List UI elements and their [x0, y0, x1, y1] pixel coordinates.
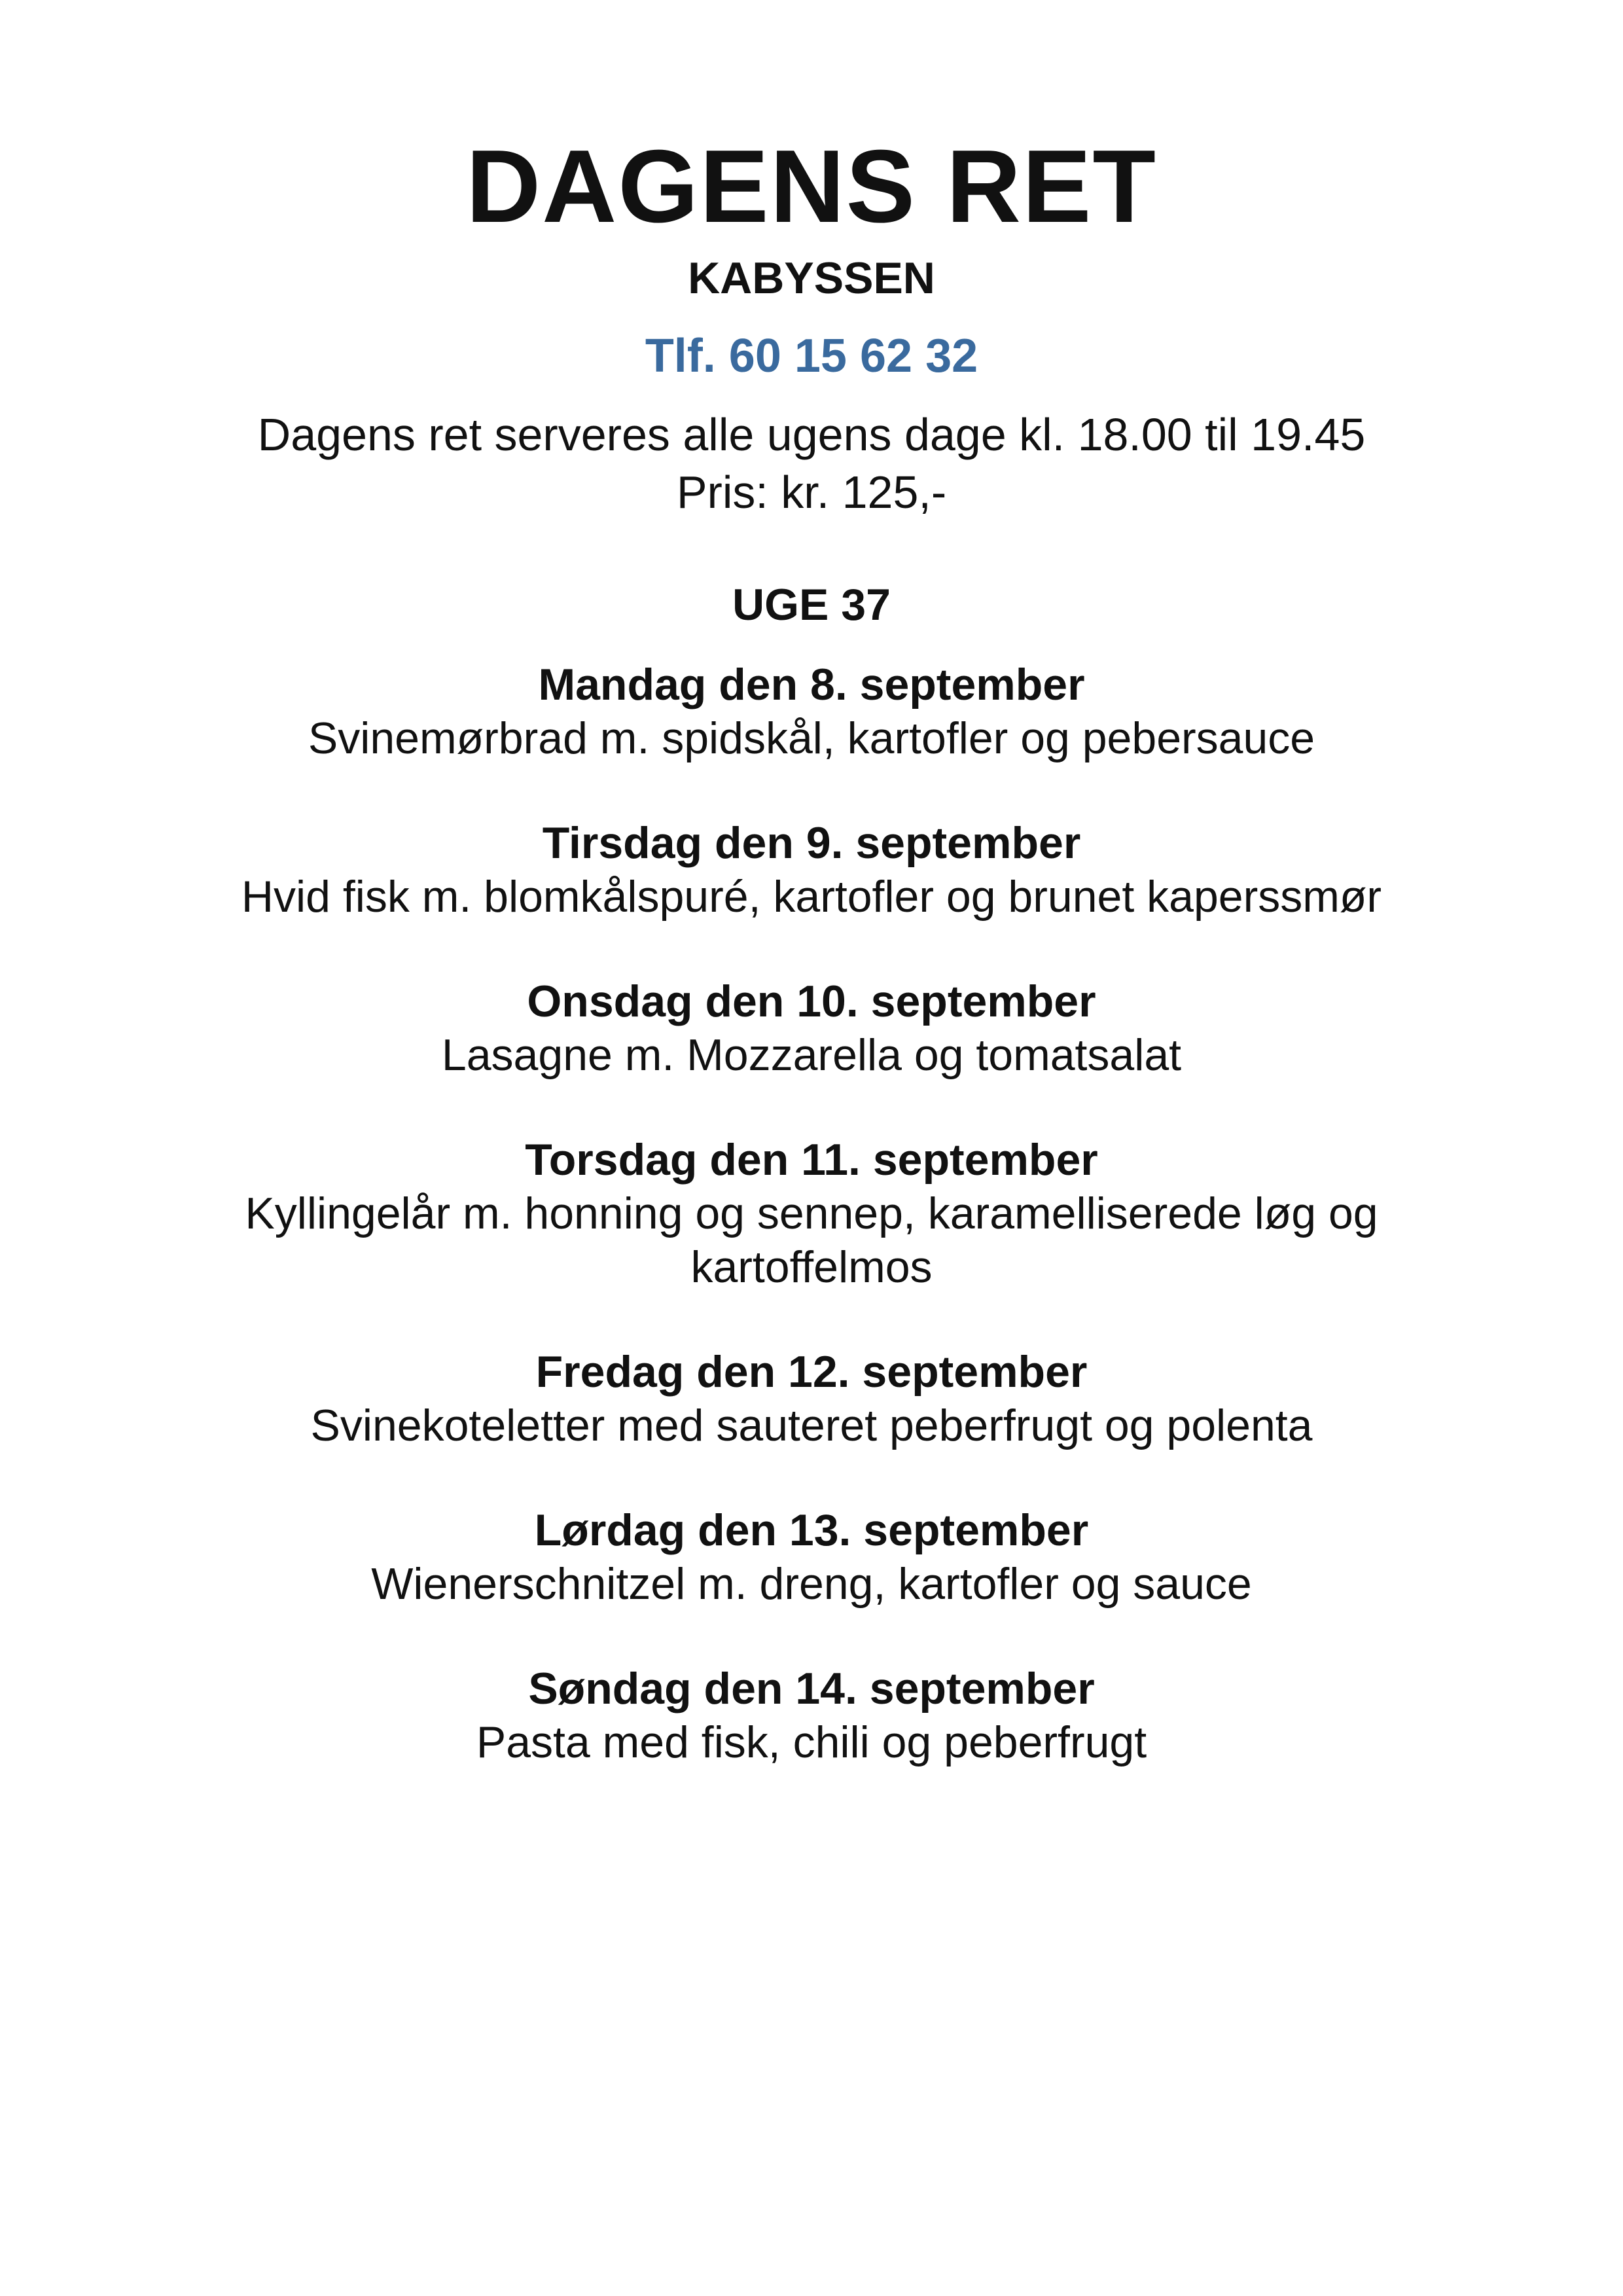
week-number: UGE 37: [732, 580, 891, 630]
dish-description: Svinemørbrad m. spidskål, kartofler og pebersauce: [308, 713, 1315, 763]
serving-hours: Dagens ret serveres alle ugens dage kl. 18.00 til 19.45: [257, 409, 1366, 460]
day-heading: Tirsdag den 9. september: [542, 818, 1081, 868]
menu-day-monday: [0, 658, 1623, 765]
menu-day-tuesday: [0, 816, 1623, 924]
weekly-menu: [0, 658, 1623, 1820]
dish-description: Kyllingelår m. honning og sennep, karamelliserede løg og kartoffelmos: [245, 1189, 1378, 1292]
menu-day-wednesday: [0, 975, 1623, 1082]
day-heading: Lørdag den 13. september: [534, 1505, 1089, 1555]
menu-day-saturday: [0, 1503, 1623, 1611]
day-heading: Fredag den 12. september: [535, 1347, 1088, 1397]
dish-description: Svinekoteletter med sauteret peberfrugt og polenta: [310, 1401, 1313, 1450]
dish-description: Hvid fisk m. blomkålspuré, kartofler og brunet kaperssmør: [241, 872, 1382, 922]
dish-description: Wienerschnitzel m. dreng, kartofler og sauce: [371, 1559, 1252, 1609]
day-heading: Torsdag den 11. september: [525, 1135, 1098, 1185]
day-heading: Mandag den 8. september: [538, 660, 1085, 709]
restaurant-name: KABYSSEN: [688, 253, 935, 303]
dish-description: Pasta med fisk, chili og peberfrugt: [476, 1717, 1147, 1767]
page-title: DAGENS RET: [466, 129, 1157, 244]
day-heading: Onsdag den 10. september: [527, 977, 1096, 1026]
menu-day-thursday: [0, 1133, 1623, 1294]
price: Pris: kr. 125,-: [676, 467, 947, 518]
menu-day-sunday: [0, 1662, 1623, 1769]
phone-number: Tlf. 60 15 62 32: [645, 330, 978, 382]
menu-day-friday: [0, 1345, 1623, 1452]
serving-info: [0, 406, 1623, 521]
day-heading: Søndag den 14. september: [528, 1664, 1095, 1713]
dish-description: Lasagne m. Mozzarella og tomatsalat: [441, 1030, 1182, 1080]
